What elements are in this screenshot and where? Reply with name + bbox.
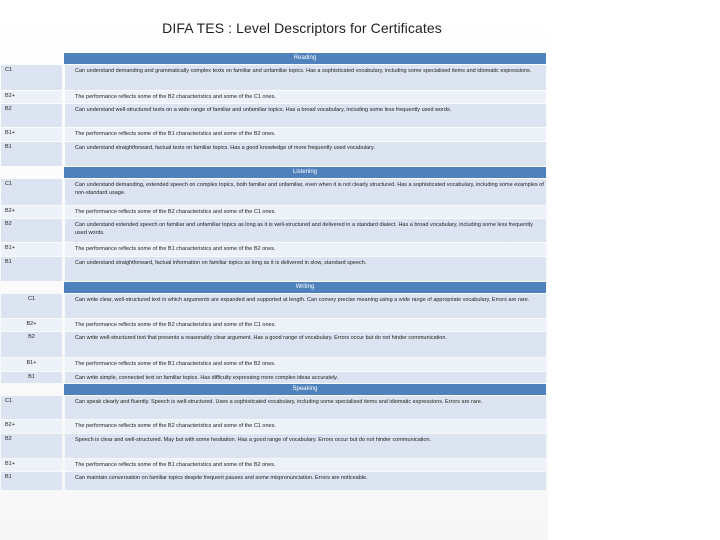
descriptor-cell: The performance reflects some of the B2 characteristics and some of the C1 ones. <box>65 319 546 331</box>
descriptor-cell: The performance reflects some of the B2 characteristics and some of the C1 ones. <box>65 91 546 103</box>
level-cell: B1+ <box>1 128 62 141</box>
level-cell: C1 <box>1 294 62 318</box>
table-row <box>1 91 546 103</box>
section-header-reading: Reading <box>64 53 546 64</box>
descriptor-cell: Speech is clear and well-structured. May but with some hesitation. Has a good range of vocabulary. Errors occur but do not hinder communication. <box>65 434 546 458</box>
level-cell: B2+ <box>1 91 62 103</box>
descriptor-cell: Can speak clearly and fluently. Speech is well-structured. Uses a sophisticated vocabulary, including some specialised items and idiomatic expressions. Errors are rare. <box>65 396 546 419</box>
level-cell: B2+ <box>1 319 62 331</box>
descriptor-cell: The performance reflects some of the B1 characteristics and some of the B2 ones. <box>65 358 546 371</box>
level-cell: B1+ <box>1 243 62 256</box>
descriptor-cell: Can write simple, connected text on familiar topics. Has difficulty expressing more complex ideas accurately. <box>65 372 546 383</box>
level-cell: B2 <box>1 219 62 242</box>
table-row <box>1 104 546 127</box>
level-cell: B2+ <box>1 206 62 218</box>
level-cell: B1 <box>1 257 62 281</box>
table-row <box>1 319 546 331</box>
table-row <box>1 219 546 242</box>
descriptor-cell: Can understand well-structured texts on a wide range of familiar and unfamiliar topics. Has a broad vocabulary, including some less frequently used words. <box>65 104 546 127</box>
table-row <box>1 257 546 281</box>
table-row <box>1 65 546 90</box>
level-cell: C1 <box>1 65 62 90</box>
table-row <box>1 358 546 371</box>
level-cell: B2 <box>1 104 62 127</box>
descriptor-cell: The performance reflects some of the B1 characteristics and some of the B2 ones. <box>65 128 546 141</box>
level-cell: B1+ <box>1 459 62 471</box>
descriptor-cell: The performance reflects some of the B1 characteristics and some of the B2 ones. <box>65 243 546 256</box>
table-row <box>1 206 546 218</box>
level-cell: B2 <box>1 332 62 357</box>
table-row <box>1 372 546 383</box>
table-row <box>1 243 546 256</box>
table-row <box>1 472 546 490</box>
descriptor-cell: Can understand demanding and grammatically complex texts on familiar and unfamiliar topics. Has a sophisticated vocabulary, including some specialised items and idiomatic expressions. <box>65 65 546 90</box>
table-row <box>1 142 546 166</box>
level-cell: B1 <box>1 372 62 383</box>
level-cell: B1 <box>1 472 62 490</box>
table-row <box>1 396 546 419</box>
descriptor-cell: Can write clear, well-structured text in which arguments are expanded and supported at length. Can convey precise meaning using a wide range of appropriate vocabulary. Errors are rare. <box>65 294 546 318</box>
level-cell: B1+ <box>1 358 62 371</box>
table-row <box>1 332 546 357</box>
table-row <box>1 179 546 205</box>
section-header-listening: Listening <box>64 167 546 178</box>
descriptor-cell: Can understand extended speech on familiar and unfamiliar topics as long as it is well-structured and delivered in a standard dialect. Has a broad vocabulary, including some less frequently used words. <box>65 219 546 242</box>
descriptor-cell: Can understand straightforward, factual texts on familiar topics. Has a good knowledge of more frequently used vocabulary. <box>65 142 546 166</box>
level-cell: B2 <box>1 434 62 458</box>
descriptor-cell: Can understand demanding, extended speech on complex topics, both familiar and unfamiliar, even when it is not clearly structured. Has a sophisticated vocabulary, including some examples of non-standard usage. <box>65 179 546 205</box>
level-cell: C1 <box>1 179 62 205</box>
table-row <box>1 294 546 318</box>
page-title: DIFA TES : Level Descriptors for Certificates <box>162 20 442 36</box>
table-row <box>1 434 546 458</box>
descriptor-cell: The performance reflects some of the B1 characteristics and some of the B2 ones. <box>65 459 546 471</box>
descriptor-cell: Can write well-structured text that presents a reasonably clear argument. Has a good range of vocabulary. Errors occur but do not hinder communication. <box>65 332 546 357</box>
level-cell: B2+ <box>1 420 62 433</box>
page-margin <box>548 0 720 540</box>
table-row <box>1 459 546 471</box>
level-cell: B1 <box>1 142 62 166</box>
descriptor-cell: Can understand straightforward, factual information on familiar topics as long as it is delivered in slow, standard speech. <box>65 257 546 281</box>
descriptor-cell: The performance reflects some of the B2 characteristics and some of the C1 ones. <box>65 420 546 433</box>
table-row <box>1 420 546 433</box>
descriptor-cell: Can maintain conversation on familiar topics despite frequent pauses and some mispronunciation. Errors are noticeable. <box>65 472 546 490</box>
level-cell: C1 <box>1 396 62 419</box>
table-row <box>1 128 546 141</box>
section-header-speaking: Speaking <box>64 384 546 395</box>
section-header-writing: Writing <box>64 282 546 293</box>
descriptor-cell: The performance reflects some of the B2 characteristics and some of the C1 ones. <box>65 206 546 218</box>
